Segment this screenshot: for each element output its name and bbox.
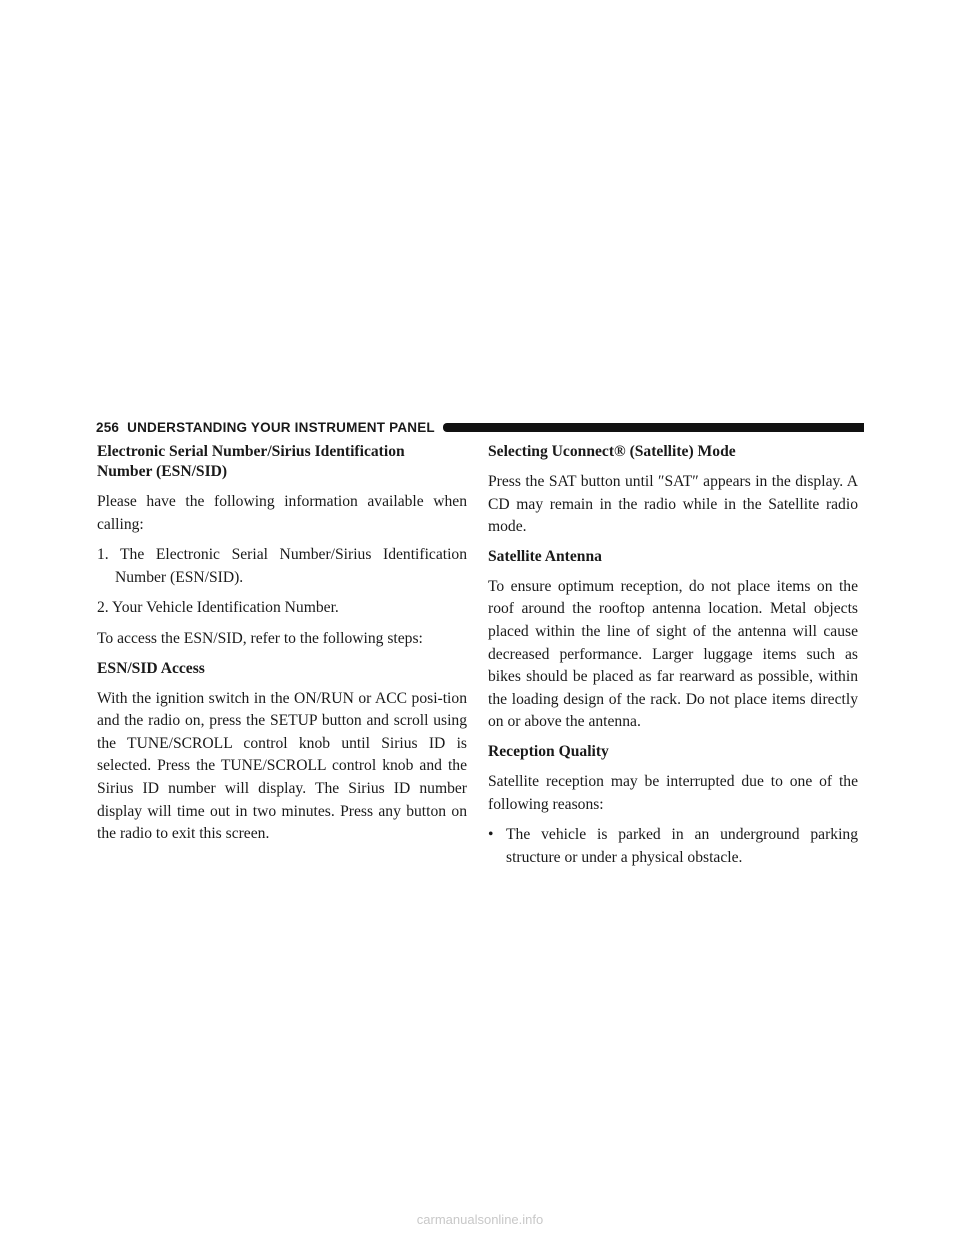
heading-esn-sid-access: ESN/SID Access <box>97 659 205 677</box>
heading-satellite-antenna: Satellite Antenna <box>488 547 602 565</box>
bullet-icon: • <box>488 826 494 844</box>
paragraph-access-steps: To access the ESN/SID, refer to the following steps: <box>97 629 423 647</box>
paragraph-sat-button: Press the SAT button until ″SAT″ appears in the display. A CD may remain in the radio while in the Satellite radio mode. <box>488 473 858 536</box>
paragraph-calling-info: Please have the following information available when calling: <box>97 493 467 533</box>
bullet-item <box>488 824 858 869</box>
page-number: 256 <box>96 419 120 435</box>
heading-esn-sid-line1: Electronic Serial Number/Sirius Identification <box>97 443 405 460</box>
paragraph-antenna: To ensure optimum reception, do not place items on the roof around the rooftop antenna location. Metal objects placed within the line of sight of the antenna will cause decreased performance. Larger luggage items such as bikes should be placed as far rearward as possible, within the loading design of the rack. Do not place items directly on or above the antenna. <box>488 577 858 731</box>
paragraph-reception: Satellite reception may be interrupted due to one of the following reasons: <box>488 772 858 813</box>
heading-esn-sid <box>97 442 467 482</box>
left-column <box>97 442 467 854</box>
header-rule <box>443 423 864 432</box>
page-header <box>96 418 864 436</box>
paragraph-access-instructions: With the ignition switch in the ON/RUN or ACC posi-tion and the radio on, press the SETUP button and scroll using the TUNE/SCROLL control knob until Sirius ID is selected. Press the TUNE/SCROLL control knob and the Sirius ID number will display. The Sirius ID number display will time out in two minutes. Press any button on the radio to exit this screen. <box>97 689 467 843</box>
bullet-text: The vehicle is parked in an underground parking structure or under a physical obstacle. <box>506 826 858 866</box>
section-title: UNDERSTANDING YOUR INSTRUMENT PANEL <box>127 419 435 435</box>
heading-reception-quality: Reception Quality <box>488 742 609 760</box>
list-item: 2. Your Vehicle Identification Number. <box>97 599 339 617</box>
heading-esn-sid-line2: Number (ESN/SID) <box>97 463 228 480</box>
list-item: 1. The Electronic Serial Number/Sirius Identification Number (ESN/SID). <box>97 546 467 586</box>
right-column <box>488 442 858 877</box>
footer-watermark: carmanualsonline.info <box>416 1212 544 1227</box>
heading-satellite-mode: Selecting Uconnect® (Satellite) Mode <box>488 443 736 460</box>
